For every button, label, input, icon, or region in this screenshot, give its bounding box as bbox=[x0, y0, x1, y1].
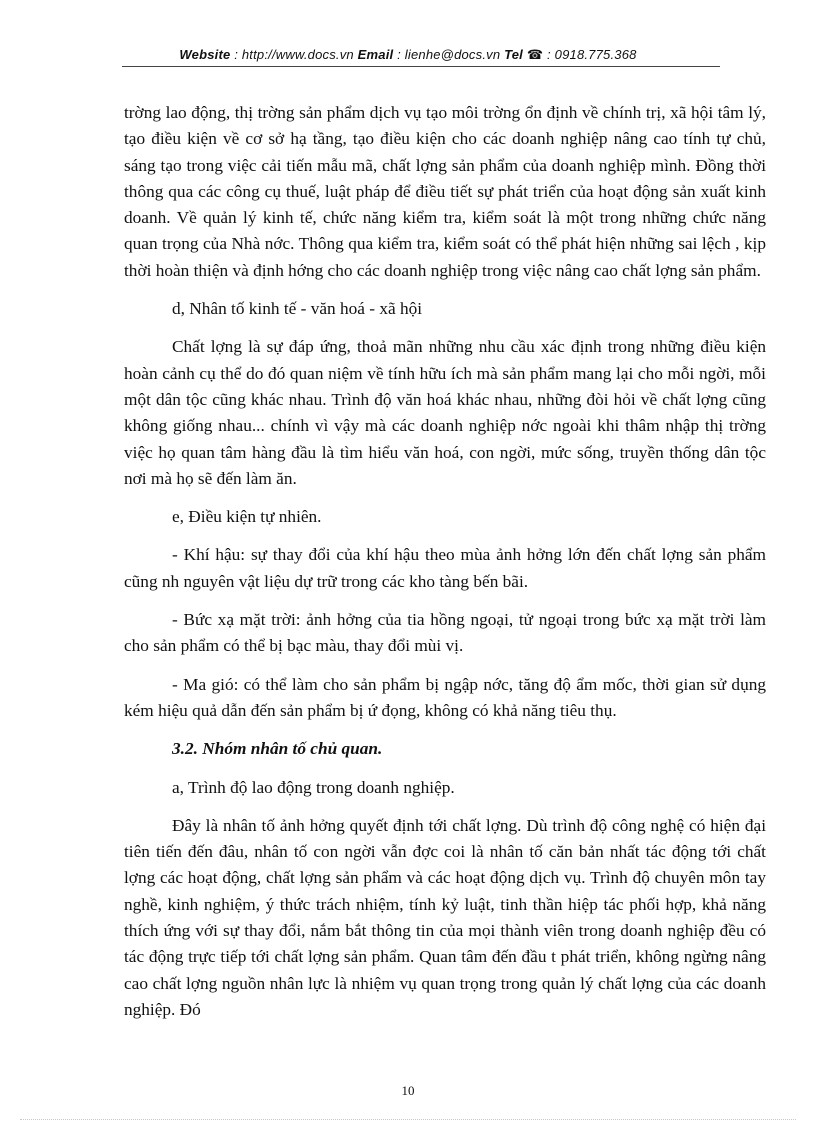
page-number: 10 bbox=[401, 1083, 415, 1098]
paragraph-climate: - Khí hậu: sự thay đổi của khí hậu theo mùa ảnh hởng lớn đến chất lợng sản phẩm cũng nh nguyên vật liệu dự trữ trong các kho tàng bến bãi. bbox=[124, 545, 766, 591]
paragraph-solar-radiation: - Bức xạ mặt trời: ảnh hởng của tia hồng ngoại, tử ngoại trong bức xạ mặt trời làm cho sản phẩm có thể bị bạc màu, thay đổi mùi vị. bbox=[124, 610, 766, 656]
heading-e: e, Điều kiện tự nhiên. bbox=[172, 507, 322, 527]
document-body bbox=[124, 100, 766, 1023]
email-value: : lienhe@docs.vn bbox=[393, 47, 505, 62]
paragraph-2: Chất lợng là sự đáp ứng, thoả mãn những nhu cầu xác định trong những điều kiện hoàn cảnh cụ thể do đó quan niệm về tính hữu ích mà sản phẩm mang lại cho mỗi ngời, mỗi một dân tộc cũng khác nhau. Trình độ văn hoá khác nhau, những đòi hỏi về chất lợng cũng không giống nhau... chính vì vậy mà các doanh nghiệp nớc ngoài khi thâm nhập thị trờng việc họ quan tâm hàng đầu là tìm hiểu văn hoá, con ngời, mức sống, truyền thống dân tộc nơi mà họ sẽ đến làm ăn. bbox=[124, 337, 766, 488]
heading-d: d, Nhân tố kinh tế - văn hoá - xã hội bbox=[172, 299, 423, 319]
paragraph-rain-wind: - Ma gió: có thể làm cho sản phẩm bị ngập nớc, tăng độ ẩm mốc, thời gian sử dụng kém hiệu quả dẫn đến sản phẩm bị ứ đọng, không có khả năng tiêu thụ. bbox=[124, 674, 766, 720]
section-heading-3-2: 3.2. Nhóm nhân tố chủ quan. bbox=[172, 739, 383, 759]
paragraph-1: trờng lao động, thị trờng sản phẩm dịch vụ tạo môi trờng ổn định về chính trị, xã hội tâm lý, tạo điều kiện về cơ sở hạ tầng, tạo điều kiện cho các doanh nghiệp nâng cao tính tự chủ, sáng tạo trong việc cải tiến mẫu mã, chất lợng sản phẩm của doanh nghiệp mình. Đồng thời thông qua các công cụ thuế, luật pháp để điều tiết sự phát triển của hoạt động sản xuất kinh doanh. Về quản lý kinh tế, chức năng kiểm tra, kiểm soát là một trong những chức năng quan trọng của Nhà nớc. Thông qua kiểm tra, kiểm soát có thể phát hiện những sai lệch , kịp thời hoàn thiện và định hớng cho các doanh nghiệp trong việc nâng cao chất lợng sản phẩm. bbox=[124, 103, 766, 280]
heading-a: a, Trình độ lao động trong doanh nghiệp. bbox=[172, 777, 455, 797]
tel-label: Tel bbox=[504, 47, 523, 62]
page-bottom-divider bbox=[20, 1119, 796, 1120]
tel-value: : 0918.775.368 bbox=[543, 47, 637, 62]
email-label: Email bbox=[357, 47, 394, 62]
paragraph-labor: Đây là nhân tố ảnh hởng quyết định tới chất lợng. Dù trình độ công nghệ có hiện đại tiên tiến đến đâu, nhân tố con ngời vẫn đợc coi là nhân tố căn bản nhất tác động tới chất lợng các hoạt động, chất lợng sản phẩm và các hoạt động dịch vụ. Trình độ chuyên môn tay nghề, kinh nghiệm, ý thức trách nhiệm, tính kỷ luật, tinh thần hiệp tác phối hợp, khả năng thích ứng với sự thay đổi, nắm bắt thông tin của mọi thành viên trong doanh nghiệp đều có tác động trực tiếp tới chất lợng sản phẩm. Quan tâm đến đầu t phát triển, không ngừng nâng cao chất lợng nguồn nhân lực là nhiệm vụ quan trọng trong quản lý chất lợng của các doanh nghiệp. Đó bbox=[124, 815, 766, 1019]
phone-icon: ☎ bbox=[526, 47, 544, 62]
website-label: Website bbox=[179, 47, 231, 62]
page-header bbox=[0, 47, 816, 63]
header-divider bbox=[122, 66, 720, 67]
website-value: : http://www.docs.vn bbox=[230, 47, 358, 62]
